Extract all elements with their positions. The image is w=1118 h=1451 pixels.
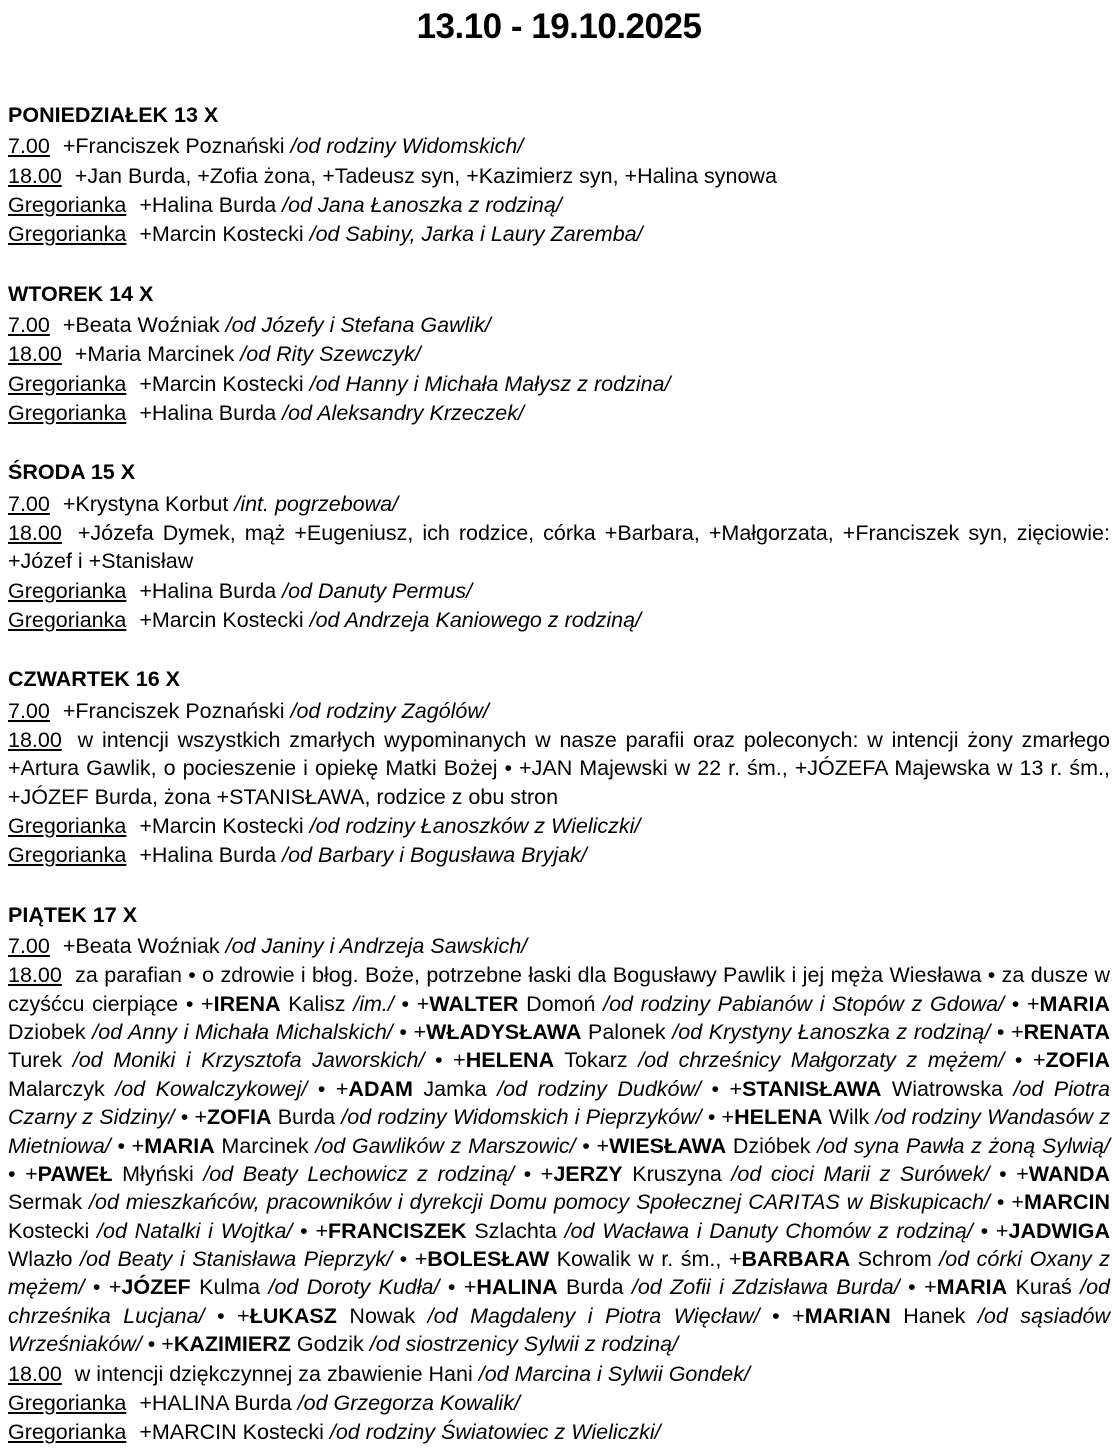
entry-text-part: /od siostrzenicy Sylwii z rodziną/ [369,1332,679,1357]
entry-text-part: Kowalik w r. śm., + [549,1247,742,1272]
entry-text-part: +Marcin Kostecki [139,608,310,633]
entry-text-part: • + [204,1303,250,1328]
entry-text-part: • + [392,1020,427,1045]
entry-text-part: • + [84,1275,122,1300]
entry-time-label: Gregorianka [8,814,127,839]
entry-text-part: /od rodziny Pabianów i Stopów z Gdowa/ [603,991,1005,1016]
entry-time-label: Gregorianka [8,1420,127,1445]
entry-time-label: 7.00 [8,933,50,958]
entry-text-part: WANDA [1028,1161,1111,1186]
entry-text-part: PAWEŁ [37,1161,113,1186]
entry-text-part: /od rodziny Wandasów z Mietniowa/ [8,1105,1111,1158]
entry-text-part: IRENA [213,991,281,1016]
schedule-entry [8,519,1110,576]
entry-text-part: /od Magdaleny i Piotra Więcław/ [427,1303,760,1328]
entry-time-label: 18.00 [8,163,62,188]
entry-text-part: +HALINA Burda [139,1390,298,1415]
entry-text-part: FRANCISZEK [328,1218,467,1243]
entry-text-part: /od Józefy i Stefana Gawlik/ [225,312,491,337]
entry-text-part: /od rodziny Widomskich/ [290,134,524,159]
entry-text-part: /od Zofii i Zdzisława Burda/ [631,1275,900,1300]
schedule-entry [8,340,1110,368]
entry-text-part: /int. pogrzebowa/ [234,491,399,516]
entry-text-part: +Marcin Kostecki [139,814,310,839]
entry-time-label: 7.00 [8,491,50,516]
document-page [0,4,1118,1447]
entry-text-part: Młyński [112,1161,204,1186]
entry-text-part: Wiatrowska [881,1076,1014,1101]
day-block [8,457,1110,634]
entry-text-part: +Krystyna Korbut [62,491,235,516]
entry-time-label: Gregorianka [8,1390,127,1415]
day-heading: PIĄTEK 17 X [8,902,138,927]
entry-text-part: HELENA [734,1105,823,1130]
entry-text-part: STANISŁAWA [742,1076,882,1101]
entry-text-part: Jamka [412,1076,498,1101]
entry-text-part: MARIA [1039,991,1110,1016]
schedule-entry [8,606,1110,634]
entry-text-part: Tokarz [554,1048,639,1073]
entry-text-part: /od Gawlików z Marszowic/ [315,1133,576,1158]
entry-time-label: Gregorianka [8,578,127,603]
entry-text-part: KAZIMIERZ [173,1332,291,1357]
schedule-entry [8,191,1110,219]
entry-time-label: 7.00 [8,698,50,723]
entry-time-label: 18.00 [8,1361,62,1386]
entry-text-part: /im./ [353,991,394,1016]
schedule-entry [8,311,1110,339]
entry-text-part: Hanek [890,1303,978,1328]
entry-time-label: Gregorianka [8,192,127,217]
entry-text-part: /od Barbary i Bogusława Bryjak/ [282,843,587,868]
entry-text-part: • + [701,1076,743,1101]
entry-time-label: 7.00 [8,134,50,159]
page-title: 13.10 - 19.10.2025 [416,7,702,46]
entry-text-part: /od rodziny Zagólów/ [290,698,489,723]
entry-text-part: /od chrześnika Lucjana/ [8,1275,1111,1328]
entry-text-part: • + [292,1218,329,1243]
entry-text-part: Schrom [850,1247,940,1272]
entry-text-part: +Franciszek Poznański [62,134,291,159]
entry-text-part: JADWIGA [1008,1218,1111,1243]
entry-time-label: 18.00 [8,520,62,545]
entry-text-part: • + [759,1303,805,1328]
entry-text-part: Sermak [8,1190,90,1215]
day-block [8,900,1110,1447]
schedule-entry [8,726,1110,811]
day-heading: WTOREK 14 X [8,281,154,306]
entry-text-part: /od Doroty Kudła/ [268,1275,440,1300]
entry-text-part: JERZY [553,1161,623,1186]
entry-text-part: w intencji wszystkich zmarłych wypominanych w nasze parafii oraz poleconych: w intencji żony zmarłego +Artura Gawlik, o pocieszenie i opiekę Matki Bożej • +JAN Majewski w 22 r. śm., +JÓZEFA Majewska w 13 r. śm., +JÓZEF Burda, żona +STANISŁAWA, rodzice z obu stron [8,727,1110,809]
entry-text-part: • + [174,1105,208,1130]
entry-text-part: • + [1004,1048,1046,1073]
entry-text-part: +Maria Marcinek [74,342,241,367]
entry-text-part: JÓZEF [121,1275,191,1300]
entry-text-part: • + [989,1190,1024,1215]
entry-text-part: +Jan Burda, +Zofia żona, +Tadeusz syn, +Kazimierz syn, +Halina synowa [74,163,777,188]
entry-text-part: /od Kowalczykowej/ [115,1076,308,1101]
entry-text-part: /od Grzegorza Kowalik/ [297,1390,520,1415]
entry-text-part: • + [972,1218,1009,1243]
entry-text-part: Nowak [336,1303,428,1328]
entry-text-part: RENATA [1023,1020,1111,1045]
entry-text-part: /od syna Pawła z żoną Sylwią/ [817,1133,1111,1158]
entry-text-part: • + [514,1161,554,1186]
entry-text-part: +Marcin Kostecki [139,222,310,247]
entry-text-part: MARIAN [804,1303,891,1328]
entry-text-part: /od Rity Szewczyk/ [240,342,421,367]
entry-text-part: • + [439,1275,477,1300]
entry-text-part: ZOFIA [1045,1048,1111,1073]
schedule-entry [8,697,1110,725]
entry-text-part: Turek [8,1048,73,1073]
entry-text-part: /od rodziny Widomskich i Pieprzyków/ [341,1105,702,1130]
entry-text-part: /od Natalki i Wojtka/ [97,1218,293,1243]
entry-text-part: +Franciszek Poznański [62,698,291,723]
entry-text-part: Kulma [190,1275,269,1300]
entry-text-part: WIESŁAWA [609,1133,727,1158]
schedule-entry [8,490,1110,518]
entry-text-part: • + [392,1247,428,1272]
entry-text-part: za parafian • o zdrowie i błog. Boże, potrzebne łaski dla Bogusławy Pawlik i jej męża Wiesława • za dusze w czyśćcu cierpiące • + [8,963,1110,1016]
entry-text-part: Domoń [518,991,604,1016]
entry-time-label: Gregorianka [8,222,127,247]
entry-text-part: Szlachta [466,1218,565,1243]
schedule-entry [8,841,1110,869]
entry-time-label: Gregorianka [8,608,127,633]
entry-text-part: /od mieszkańców, pracowników i dyrekcji Domu pomocy Społecznej CARITAS w Biskupicach/ [89,1190,990,1215]
entry-text-part: • + [989,1161,1029,1186]
entry-text-part: MARCIN [1023,1190,1110,1215]
entry-text-part: +Halina Burda [139,843,283,868]
entry-text-part: Wlazło [8,1247,81,1272]
entry-text-part: Kuraś [1007,1275,1081,1300]
entry-text-part: /od Aleksandry Krzeczek/ [282,400,524,425]
schedule-entry [8,399,1110,427]
entry-text-part: Malarczyk [8,1076,116,1101]
entry-text-part: Godzik [290,1332,370,1357]
entry-text-part: /od Wacława i Danuty Chomów z rodziną/ [564,1218,973,1243]
entry-text-part: /od Jana Łanoszka z rodziną/ [282,192,562,217]
entry-text-part: • + [424,1048,466,1073]
entry-text-part: /od córki Oxany z mężem/ [8,1247,1110,1300]
schedule-entry [8,577,1110,605]
entry-text-part: /od rodziny Dudków/ [497,1076,702,1101]
day-heading: CZWARTEK 16 X [8,667,181,692]
schedule-entry [8,1360,1110,1388]
entry-text-part: • + [307,1076,349,1101]
entry-text-part: /od Beaty Lechowicz z rodziną/ [203,1161,515,1186]
entry-text-part: WALTER [429,991,519,1016]
entry-text-part: +Halina Burda [139,400,283,425]
entry-text-part: Dzióbek [726,1133,818,1158]
schedule-entry [8,932,1110,960]
entry-time-label: Gregorianka [8,371,127,396]
entry-text-part: • + [701,1105,735,1130]
entry-text-part: Burda [557,1275,632,1300]
entry-text-part: BOLESŁAW [427,1247,550,1272]
schedule-entry [8,370,1110,398]
entry-text-part: /od Anny i Michała Michalskich/ [92,1020,393,1045]
entry-text-part: /od Piotra Czarny z Sidziny/ [8,1076,1111,1130]
entry-text-part: • + [1004,991,1040,1016]
entry-text-part: +Halina Burda [139,578,283,603]
entry-text-part: /od Moniki i Krzysztofa Jaworskich/ [72,1048,425,1073]
entry-text-part: /od Sabiny, Jarka i Laury Zaremba/ [309,222,643,247]
entry-time-label: Gregorianka [8,843,127,868]
entry-text-part: • + [110,1133,145,1158]
entry-text-part: /od chrześnicy Małgorzaty z mężem/ [638,1048,1005,1073]
entry-text-part: • + [899,1275,937,1300]
entry-text-part: MARIA [936,1275,1008,1300]
entry-text-part: ADAM [348,1076,413,1101]
entry-text-part: +Beata Woźniak [62,312,226,337]
entry-text-part: Palonek [581,1020,673,1045]
entry-text-part: Dziobek [8,1020,93,1045]
entry-text-part: /od cioci Marii z Surówek/ [731,1161,990,1186]
entry-text-part: /od Danuty Permus/ [282,578,473,603]
entry-text-part: Kostecki [8,1218,98,1243]
entry-text-part: Kruszyna [622,1161,732,1186]
entry-text-part: HALINA [476,1275,558,1300]
day-block [8,279,1110,428]
entry-time-label: Gregorianka [8,400,127,425]
entry-text-part: /od Beaty i Stanisława Pieprzyk/ [80,1247,393,1272]
entry-text-part: w intencji dziękczynnej za zbawienie Hani [74,1361,479,1386]
entry-text-part: /od sąsiadów Wrześniaków/ [8,1303,1110,1357]
schedule-list [8,100,1110,1447]
entry-text-part: Kalisz [280,991,354,1016]
entry-text-part: BARBARA [741,1247,851,1272]
day-heading: ŚRODA 15 X [8,460,136,485]
entry-text-part: /od rodziny Łanoszków z Wieliczki/ [309,814,641,839]
entry-time-label: 18.00 [8,727,62,752]
schedule-entry [8,1389,1110,1417]
entry-text-part: /od Krystyny Łanoszka z rodziną/ [672,1020,991,1045]
entry-text-part: MARIA [144,1133,215,1158]
entry-text-part: ZOFIA [207,1105,272,1130]
entry-text-part: /od Marcina i Sylwii Gondek/ [478,1361,750,1386]
entry-text-part: Burda [271,1105,342,1130]
entry-text-part: • + [575,1133,610,1158]
entry-text-part: /od Janiny i Andrzeja Sawskich/ [225,933,528,958]
schedule-entry [8,162,1110,190]
entry-text-part: ŁUKASZ [249,1303,337,1328]
entry-text-part: Marcinek [214,1133,316,1158]
entry-text-part: +MARCIN Kostecki [139,1420,330,1445]
entry-text-part: /od Andrzeja Kaniowego z rodziną/ [309,608,642,633]
entry-text-part: +Józefa Dymek, mąż +Eugeniusz, ich rodzice, córka +Barbara, +Małgorzata, +Franciszek syn, zięciowie: +Józef i +Stanisław [8,520,1110,574]
schedule-entry [8,961,1110,1358]
entry-text-part: • + [141,1332,174,1357]
entry-text-part: +Beata Woźniak [62,933,226,958]
entry-text-part: HELENA [465,1048,555,1073]
schedule-entry [8,1418,1110,1446]
entry-text-part: • + [8,1161,38,1186]
entry-text-part: +Halina Burda [139,192,283,217]
schedule-entry [8,132,1110,160]
day-block [8,100,1110,249]
day-block [8,664,1110,869]
schedule-entry [8,220,1110,248]
entry-time-label: 18.00 [8,963,62,988]
entry-text-part: Wilk [822,1105,876,1130]
entry-text-part: • + [393,991,430,1016]
day-heading: PONIEDZIAŁEK 13 X [8,103,219,127]
entry-text-part: • + [990,1020,1024,1045]
entry-text-part: +Marcin Kostecki [139,371,310,396]
entry-time-label: 7.00 [8,312,50,337]
entry-text-part: WŁADYSŁAWA [426,1020,582,1045]
schedule-entry [8,812,1110,840]
entry-time-label: 18.00 [8,342,62,367]
entry-text-part: /od Hanny i Michała Małysz z rodzina/ [309,371,671,396]
entry-text-part: /od rodziny Światowiec z Wieliczki/ [329,1420,661,1445]
